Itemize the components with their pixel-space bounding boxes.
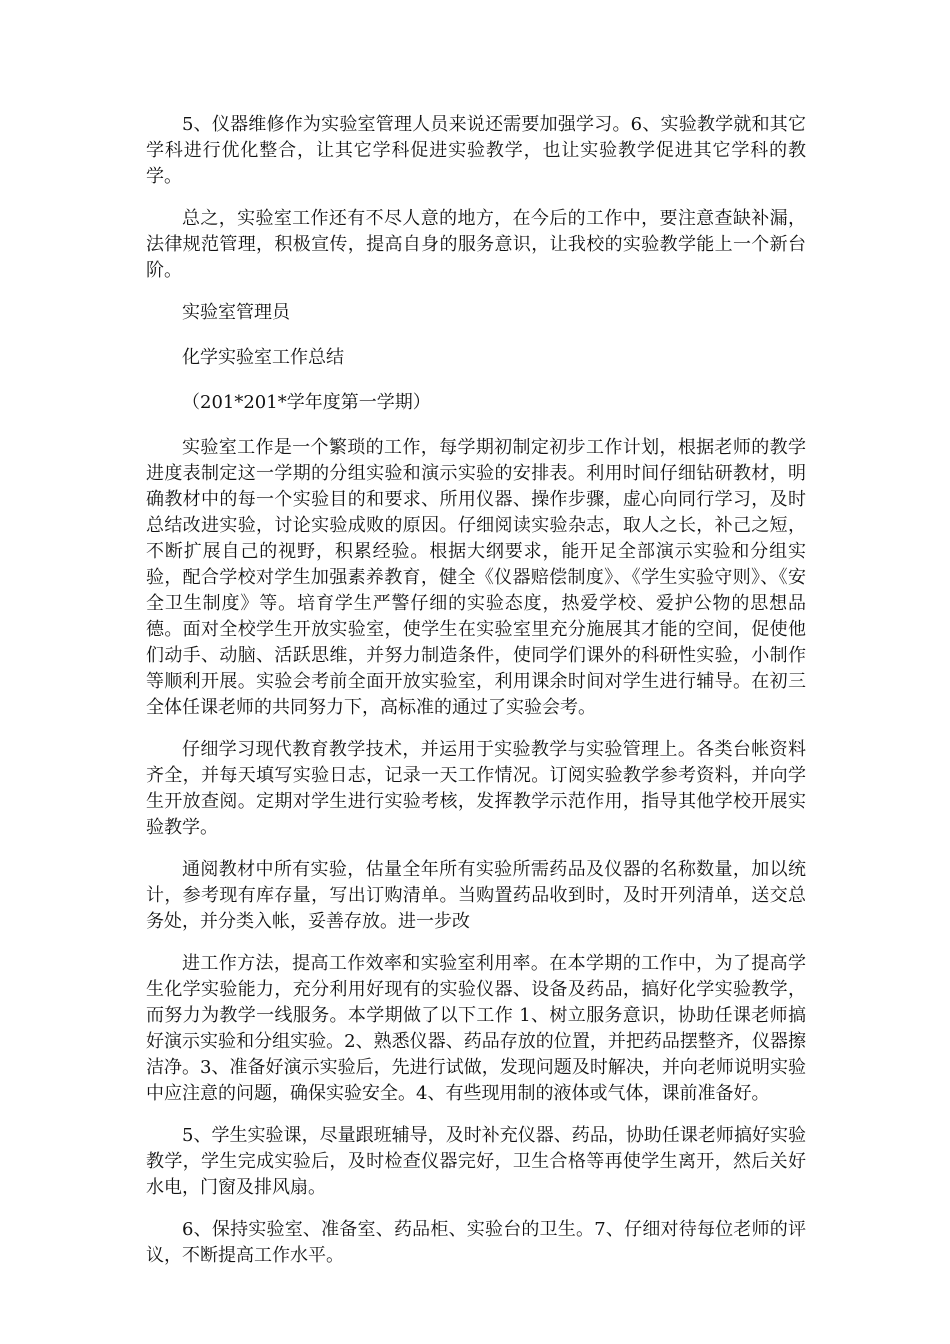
paragraph-equipment-maintenance: 5、仪器维修作为实验室管理人员来说还需要加强学习。6、实验教学就和其它学科进行优化整合，让其它学科促进实验教学，也让实验教学促进其它学科的教学。 xyxy=(146,114,806,187)
paragraph-lab-work: 实验室工作是一个繁琐的工作，每学期初制定初步工作计划，根据老师的教学进度表制定这一学期的分组实验和演示实验的安排表。利用时间仔细钻研教材，明确教材中的每一个实验目的和要求、所用仪器、操作步骤，虚心向同行学习，及时总结改进实验，讨论实验成败的原因。仔细阅读实验杂志，取人之长，补己之短，不断扩展自己的视野，积累经验。根据大纲要求，能开足全部演示实验和分组实验，配合学校对学生加强素养教育，健全《仪器赔偿制度》、《学生实验守则》、《安全卫生制度》等。培育学生严警仔细的实验态度，热爱学校、爱护公物的思想品德。面对全校学生开放实验室，使学生在实验室里充分施展其才能的空间，促使他们动手、动脑、活跃思维，并努力制造条件，使同学们课外的科研性实验，小制作等顺利开展。实验会考前全面开放实验室，利用课余时间对学生进行辅导。在初三全体任课老师的共同努力下，高标准的通过了实验会考。 xyxy=(146,437,806,718)
document-page xyxy=(146,112,806,1285)
document-title: 化学实验室工作总结 xyxy=(182,347,344,368)
paragraph-inventory: 通阅教材中所有实验，估量全年所有实验所需药品及仪器的名称数量，加以统计，参考现有库存量，写出订购清单。当购置药品收到时，及时开列清单，送交总务处，并分类入帐，妥善存放。进一步改 xyxy=(146,859,806,932)
paragraph-student-lab-class: 5、学生实验课，尽量跟班辅导，及时补充仪器、药品，协助任课老师搞好实验教学，学生完成实验后，及时检查仪器完好，卫生合格等再使学生离开，然后关好水电，门窗及排风扇。 xyxy=(146,1125,806,1198)
paragraph-modern-techniques: 仔细学习现代教育教学技术，并运用于实验教学与实验管理上。各类台帐资料齐全，并每天填写实验日志，记录一天工作情况。订阅实验教学参考资料，并向学生开放查阅。定期对学生进行实验考核，发挥教学示范作用，指导其他学校开展实验教学。 xyxy=(146,739,806,838)
paragraph-summary: 总之，实验室工作还有不尽人意的地方，在今后的工作中，要注意查缺补漏，法律规范管理，积极宣传，提高自身的服务意识，让我校的实验教学能上一个新台阶。 xyxy=(146,208,806,281)
document-subtitle-term: （201*201*学年度第一学期） xyxy=(182,392,431,413)
paragraph-work-methods: 进工作方法，提高工作效率和实验室利用率。在本学期的工作中，为了提高学生化学实验能力，充分利用好现有的实验仪器、设备及药品，搞好化学实验教学，而努力为教学一线服务。本学期做了以下工作 1、树立服务意识，协助任课老师搞好演示实验和分组实验。2、熟悉仪器、药品存放的位置，并把药品摆整齐，仪器擦洁净。3、准备好演示实验后，先进行试做，发现问题及时解决，并向老师说明实验中应注意的问题，确保实验安全。4、有些现用制的液体或气体，课前准备好。 xyxy=(146,953,806,1104)
signature-lab-manager: 实验室管理员 xyxy=(182,302,290,323)
paragraph-hygiene: 6、保持实验室、准备室、药品柜、实验台的卫生。7、仔细对待每位老师的评议，不断提高工作水平。 xyxy=(146,1219,806,1266)
